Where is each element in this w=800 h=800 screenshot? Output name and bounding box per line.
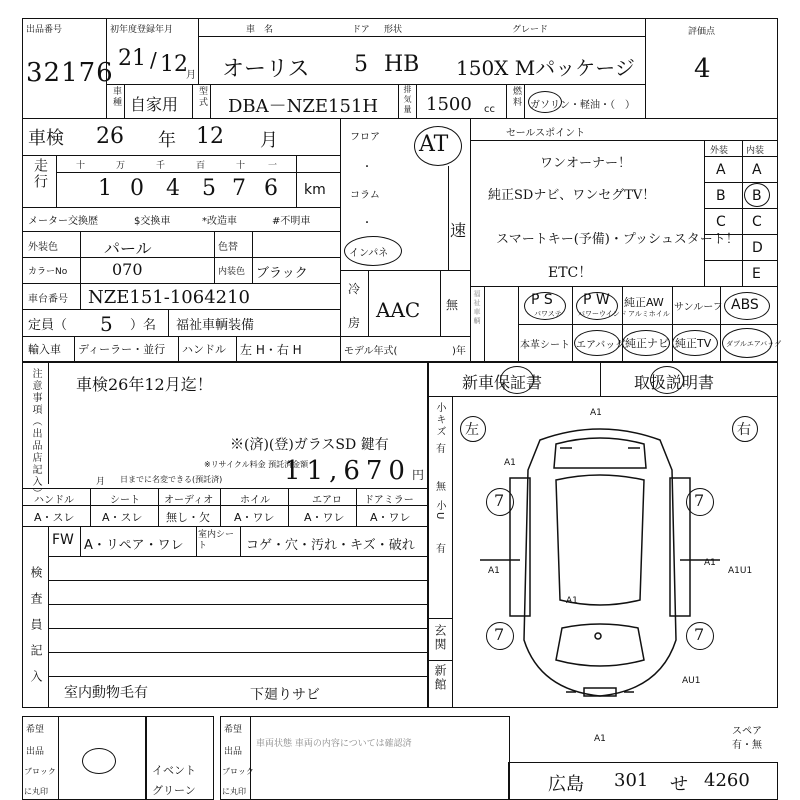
damage-mark: A1 bbox=[566, 596, 578, 606]
floor-label: フロア bbox=[350, 132, 380, 143]
color-value: パール bbox=[104, 239, 152, 258]
welfare-label: 福祉車輌装備 bbox=[176, 318, 255, 333]
interior-color-label: 内装色 bbox=[218, 267, 246, 277]
equip-ps: P S bbox=[531, 292, 553, 308]
damage-mark: A1 bbox=[594, 734, 606, 744]
color-code-label: カラーNo bbox=[28, 267, 68, 277]
note-line-2: ※(済)(登)ガラスSD 鍵有 bbox=[230, 437, 389, 453]
inspection-year: 26 bbox=[96, 124, 124, 149]
color-code: 070 bbox=[112, 260, 143, 279]
inspection-year-unit: 年 bbox=[158, 130, 176, 151]
displacement-value: 1500 bbox=[426, 94, 472, 115]
sales-point-1: ワンオーナー！ bbox=[540, 156, 632, 171]
notes-label: 注意事項（出品店記入） bbox=[30, 368, 41, 500]
damage-mark: A1 bbox=[704, 558, 716, 568]
sales-point-2: 純正SDナビ、ワンセグTV！ bbox=[488, 188, 656, 203]
capacity-unit: ）名 bbox=[130, 318, 157, 333]
recycle-deadline: 日までに名変できる(預託済) bbox=[120, 475, 223, 484]
damage-mark: A1 bbox=[504, 458, 516, 468]
handle-label: ハンドル bbox=[182, 343, 226, 356]
ext-grade-c: C bbox=[716, 214, 726, 230]
inspection-month: 12 bbox=[196, 124, 224, 149]
tire-fl: 7 bbox=[494, 491, 505, 510]
fw-repair: A・リペア・ワレ bbox=[84, 538, 184, 553]
chassis-number: NZE151-1064210 bbox=[88, 287, 250, 308]
color-change-label: 色替 bbox=[218, 242, 238, 253]
ext-grade-b: B bbox=[716, 188, 726, 204]
car-door: 5 bbox=[354, 52, 368, 77]
car-name-label: 車 名 bbox=[246, 25, 274, 35]
recycle-fee-label: ※リサイクル料金 預託済金額 bbox=[204, 460, 309, 469]
int-grade-a: A bbox=[752, 162, 762, 178]
mileage-digit-4: 5 bbox=[202, 176, 216, 201]
chassis-label: 車台番号 bbox=[28, 294, 68, 305]
damage-mark: A1 bbox=[488, 566, 500, 576]
equip-sunroof: サンルーフ bbox=[674, 302, 723, 313]
car-name: オーリス bbox=[222, 57, 310, 82]
ext-grade-label: 外装 bbox=[710, 146, 729, 156]
fuel-label: 燃料 bbox=[511, 86, 521, 108]
mileage-digit-1: 1 bbox=[98, 176, 112, 201]
ac-none: 無 bbox=[446, 298, 459, 312]
capacity-value: 5 bbox=[100, 312, 113, 336]
sales-points-label: セールスポイント bbox=[506, 128, 586, 139]
door-label: ドア bbox=[352, 25, 370, 35]
model-value: DBA－NZE151H bbox=[228, 96, 379, 117]
recycle-fee: 11,670 bbox=[284, 456, 411, 486]
car-shape: HB bbox=[384, 52, 420, 77]
use-value: 自家用 bbox=[130, 95, 179, 114]
bottom-block-3 bbox=[220, 716, 510, 800]
tire-rl: 7 bbox=[494, 625, 505, 644]
capacity-label: 定員（ bbox=[28, 318, 68, 333]
mileage-digit-5: 7 bbox=[232, 176, 246, 201]
damage-mark: A1 bbox=[590, 408, 602, 418]
displacement-unit: cc bbox=[484, 104, 495, 115]
green-label: グリーン bbox=[152, 784, 196, 797]
genkan-label: 玄関 bbox=[433, 624, 447, 652]
dealer-label: ディーラー・並行 bbox=[78, 343, 166, 356]
seat-label: 室内シート bbox=[198, 530, 235, 551]
plate-serial: 4260 bbox=[704, 770, 750, 791]
inspection-month-unit: 月 bbox=[260, 130, 278, 151]
sales-point-4: ETC！ bbox=[548, 265, 593, 281]
int-grade-e: E bbox=[752, 266, 761, 282]
faded-notice: 車両状態 車両の内容については確認済 bbox=[256, 739, 412, 749]
shinkan-label: 新館 bbox=[433, 664, 447, 692]
equip-abs: ABS bbox=[731, 297, 759, 313]
equip-pw: P W bbox=[583, 292, 610, 308]
spare-options: 有・無 bbox=[732, 740, 762, 751]
fw-label: FW bbox=[52, 532, 74, 548]
ac-label-2: 房 bbox=[348, 316, 361, 330]
speed-label: 速 bbox=[450, 221, 467, 240]
column-label: コラム bbox=[350, 190, 380, 201]
diagram-right-label: 右 bbox=[737, 422, 751, 438]
displacement-label: 排気量 bbox=[403, 85, 412, 115]
model-year-label: モデル年式( bbox=[344, 346, 398, 357]
tire-fr: 7 bbox=[694, 491, 705, 510]
ac-value: AAC bbox=[376, 298, 421, 322]
meter-swapped: $交換車 bbox=[134, 216, 171, 227]
mileage-digit-6: 6 bbox=[264, 176, 278, 201]
seat-options: コゲ・穴・汚れ・キズ・破れ bbox=[246, 538, 415, 553]
mileage-digit-2: 0 bbox=[130, 176, 144, 201]
lot-label: 出品番号 bbox=[26, 25, 63, 35]
plate-number: 301 bbox=[614, 770, 649, 791]
car-grade: 150X Mパッケージ bbox=[456, 56, 635, 80]
plate-area: 広島 bbox=[548, 774, 584, 795]
inspector-label: 検査員記入 bbox=[29, 566, 43, 696]
plate-kana: せ bbox=[670, 774, 688, 795]
equip-double-airbag: ダブルエアバッグ bbox=[726, 340, 782, 348]
equip-nav: 純正ナビ bbox=[625, 337, 669, 350]
model-label: 型式 bbox=[197, 86, 207, 108]
equip-leather: 本革シート bbox=[520, 340, 570, 351]
equip-tv: 純正TV bbox=[675, 337, 712, 350]
meter-label: メーター交換歴 bbox=[28, 216, 98, 227]
int-grade-c: C bbox=[752, 214, 762, 230]
diagram-left-label: 左 bbox=[465, 422, 479, 438]
mileage-unit: km bbox=[304, 182, 326, 198]
warranty-doc: 新車保証書 bbox=[462, 373, 543, 392]
damage-mark: A1U1 bbox=[728, 566, 753, 576]
shape-label: 形状 bbox=[384, 25, 403, 35]
inspector-comment-1: 室内動物毛有 bbox=[64, 685, 148, 701]
reg-month: 12 bbox=[160, 52, 188, 77]
use-label: 車種 bbox=[111, 86, 121, 108]
event-label: イベント bbox=[152, 764, 196, 777]
int-grade-b: B bbox=[752, 188, 762, 204]
inpane-label: インパネ bbox=[349, 248, 389, 259]
reg-unit: 月 bbox=[186, 70, 196, 81]
equip-airbag: エアバッグ bbox=[576, 340, 626, 351]
int-grade-d: D bbox=[752, 240, 763, 256]
inspection-label: 車検 bbox=[28, 128, 64, 149]
rating-value: 4 bbox=[694, 54, 711, 84]
manual-doc: 取扱説明書 bbox=[634, 373, 715, 392]
spare-label: スペア bbox=[732, 726, 762, 737]
note-line-1: 車検26年12月迄！ bbox=[76, 375, 213, 394]
equip-aw: 純正AW bbox=[624, 296, 664, 309]
int-grade-label: 内装 bbox=[746, 146, 765, 156]
tire-rr: 7 bbox=[694, 625, 705, 644]
scratch-label: 小キズ bbox=[434, 402, 445, 438]
fuel-options: ガソリン・軽油・（ ） bbox=[530, 100, 635, 111]
sales-point-3: スマートキー(予備)・プッシュスタート！ bbox=[496, 232, 739, 247]
grade-label: グレード bbox=[512, 25, 549, 35]
transmission-at: AT bbox=[419, 132, 449, 157]
mileage-digit-3: 4 bbox=[166, 176, 180, 201]
reg-label: 初年度登録年月 bbox=[110, 25, 174, 35]
color-label: 外装色 bbox=[28, 242, 58, 253]
import-label: 輸入車 bbox=[28, 343, 61, 356]
damage-mark: AU1 bbox=[682, 676, 701, 686]
reg-year: 21 bbox=[118, 46, 146, 71]
handle-lr: 左 H・右 H bbox=[240, 343, 302, 357]
mileage-label: 走行 bbox=[32, 158, 48, 190]
lot-number: 32176 bbox=[26, 58, 114, 88]
meter-modified: *改造車 bbox=[202, 216, 237, 227]
ac-label-1: 冷 bbox=[348, 282, 361, 296]
meter-unknown: #不明車 bbox=[272, 216, 311, 227]
rating-label: 評価点 bbox=[688, 27, 716, 37]
interior-color: ブラック bbox=[256, 266, 308, 281]
inspector-comment-2: 下廻りサビ bbox=[250, 687, 320, 703]
ext-grade-a: A bbox=[716, 162, 726, 178]
